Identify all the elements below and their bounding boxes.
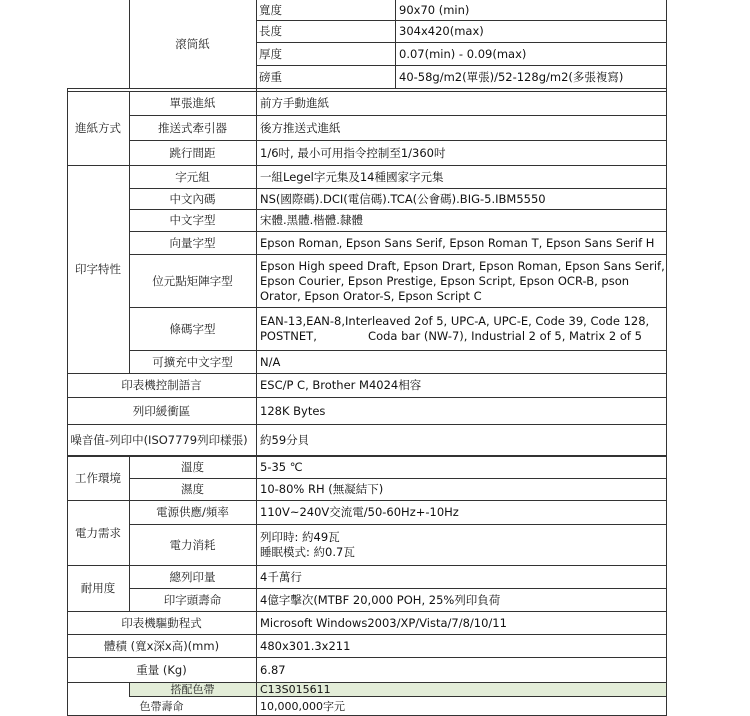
grid-line xyxy=(395,0,396,88)
value-printhead-life: 4億字擊次(MTBF 20,000 POH, 25%列印負荷 xyxy=(260,592,501,607)
value-ribbon-life: 10,000,000字元 xyxy=(260,699,345,713)
value-total-print: 4千萬行 xyxy=(260,569,302,584)
grid-line xyxy=(129,188,667,189)
sublabel-thickness: 厚度 xyxy=(259,46,282,61)
value-power-consumption xyxy=(256,525,667,565)
value-charset: 一組Legel字元集及14種國家字元集 xyxy=(260,169,444,184)
label-line-spacing: 跳行間距 xyxy=(169,145,216,160)
sublabel-length: 長度 xyxy=(259,24,282,38)
value-line-spacing: 1/6吋, 最小可用指令控制至1/360吋 xyxy=(260,145,446,160)
value-humidity: 10-80% RH (無凝結下) xyxy=(260,482,384,496)
label-power-consumption: 電力消耗 xyxy=(169,537,216,552)
grid-line xyxy=(129,307,667,308)
grid-line xyxy=(67,88,68,716)
label-ribbon: 搭配色帶 xyxy=(129,683,256,696)
grid-line xyxy=(666,0,667,716)
group-durability: 耐用度 xyxy=(80,581,116,595)
value-bitmap-fonts xyxy=(256,255,667,307)
sublabel-width: 寬度 xyxy=(259,3,282,17)
label-ribbon-life: 色帶壽命 xyxy=(139,699,184,713)
group-environment: 工作環境 xyxy=(75,471,121,485)
value-vector-fonts: Epson Roman, Epson Sans Serif, Epson Roman T, Epson Sans Serif H xyxy=(260,235,655,250)
value-dimensions: 480x301.3x211 xyxy=(260,638,351,653)
grid-line xyxy=(129,209,667,210)
grid-line xyxy=(129,696,667,697)
value-expandable-fonts: N/A xyxy=(260,354,281,369)
grid-line xyxy=(67,657,667,658)
grid-line xyxy=(67,165,667,166)
value-length: 304x420(max) xyxy=(399,24,484,38)
grid-line xyxy=(129,524,667,525)
group-power: 電力需求 xyxy=(75,525,121,540)
value-print-buffer: 128K Bytes xyxy=(260,403,326,418)
value-line: POSTNET, Coda bar (NW-7), Industrial 2 of 5, Matrix 2 of 5 xyxy=(260,329,642,343)
grid-line xyxy=(67,424,667,425)
value-chinese-fonts: 宋體.黑體.楷體.隸體 xyxy=(260,213,363,227)
value-barcode-fonts xyxy=(256,308,667,350)
label-bitmap-fonts: 位元點矩陣字型 xyxy=(152,273,233,288)
label-print-buffer: 列印緩衝區 xyxy=(132,403,191,418)
label-roll-paper: 滾筒紙 xyxy=(175,36,210,51)
label-single-sheet: 單張進紙 xyxy=(169,96,216,110)
label-charset: 字元組 xyxy=(175,169,210,184)
grid-line xyxy=(129,92,130,374)
label-expandable-fonts: 可擴充中文字型 xyxy=(152,354,233,369)
grid-line xyxy=(67,500,667,501)
grid-line xyxy=(256,0,257,716)
label-driver: 印表機驅動程式 xyxy=(121,615,202,630)
label-printhead-life: 印字頭壽命 xyxy=(163,592,222,607)
value-driver: Microsoft Windows2003/XP/Vista/7/8/10/11 xyxy=(260,615,507,630)
value-weight-kg: 6.87 xyxy=(260,662,286,677)
group-print-features: 印字特性 xyxy=(75,262,121,276)
label-total-print: 總列印量 xyxy=(169,569,216,584)
value-push-tractor: 後方推送式進紙 xyxy=(260,120,341,135)
label-barcode-fonts: 條碼字型 xyxy=(169,321,216,336)
grid-line xyxy=(67,373,667,374)
grid-line xyxy=(67,397,667,398)
label-vector-fonts: 向量字型 xyxy=(169,235,216,250)
value-line: Epson High speed Draft, Epson Drart, Epson Roman, Epson Sans Serif, xyxy=(260,258,665,273)
value-weight: 40-58g/m2(單張)/52-128g/m2(多張複寫) xyxy=(399,69,624,84)
value-chinese-encoding: NS(國際碼).DCI(電信碼).TCA(公會碼).BIG-5.IBM5550 xyxy=(260,191,546,206)
grid-line xyxy=(67,634,667,635)
sublabel-weight: 磅重 xyxy=(259,69,282,84)
grid-line xyxy=(67,88,667,89)
grid-line xyxy=(67,565,667,566)
group-paper-feed: 進紙方式 xyxy=(75,121,121,135)
value-noise: 約59分貝 xyxy=(260,432,310,447)
value-thickness: 0.07(min) - 0.09(max) xyxy=(399,46,527,61)
grid-line xyxy=(256,42,667,43)
grid-line xyxy=(129,478,667,479)
grid-line xyxy=(129,588,667,589)
grid-line xyxy=(67,611,667,612)
grid-line xyxy=(129,683,130,697)
grid-line xyxy=(67,456,667,457)
grid-line xyxy=(67,91,667,92)
value-power-supply: 110V~240V交流電/50-60Hz+-10Hz xyxy=(260,505,459,519)
value-temperature: 5-35 ℃ xyxy=(260,460,303,474)
label-weight-kg: 重量 (Kg) xyxy=(136,662,187,677)
value-line: Orator, Epson Orator-S, Epson Script C xyxy=(260,288,482,303)
label-chinese-fonts: 中文字型 xyxy=(169,213,216,227)
grid-line xyxy=(129,254,667,255)
grid-line xyxy=(129,115,667,116)
value-line: 睡眠模式: 約0.7瓦 xyxy=(260,545,355,559)
label-power-supply: 電源供應/頻率 xyxy=(156,505,229,519)
label-push-tractor: 推送式牽引器 xyxy=(158,120,227,135)
grid-line xyxy=(129,0,130,88)
value-width: 90x70 (min) xyxy=(399,3,470,17)
grid-line xyxy=(129,140,667,141)
value-control-language: ESC/P C, Brother M4024相容 xyxy=(260,378,422,392)
label-chinese-encoding: 中文內碼 xyxy=(169,191,216,206)
value-ribbon: C13S015611 xyxy=(256,683,667,696)
grid-line xyxy=(256,20,667,21)
grid-line xyxy=(67,682,667,683)
grid-line xyxy=(129,231,667,232)
value-single-sheet: 前方手動進紙 xyxy=(260,96,329,110)
spec-table xyxy=(67,0,667,716)
label-dimensions: 體積 (寬x深x高)(mm) xyxy=(103,638,220,653)
grid-line xyxy=(256,65,667,66)
label-noise: 噪音值-列印中(ISO7779列印樣張) xyxy=(70,432,248,447)
value-line: Epson Courier, Epson Prestige, Epson Script, Epson OCR-B, pson xyxy=(260,273,630,288)
grid-line xyxy=(129,350,667,351)
value-line: 列印時: 約49瓦 xyxy=(260,530,340,544)
label-control-language: 印表機控制語言 xyxy=(121,378,202,392)
label-humidity: 濕度 xyxy=(181,482,204,496)
label-temperature: 溫度 xyxy=(181,460,204,474)
value-line: EAN-13,EAN-8,Interleaved 2of 5, UPC-A, UPC-E, Code 39, Code 128, xyxy=(260,314,650,328)
